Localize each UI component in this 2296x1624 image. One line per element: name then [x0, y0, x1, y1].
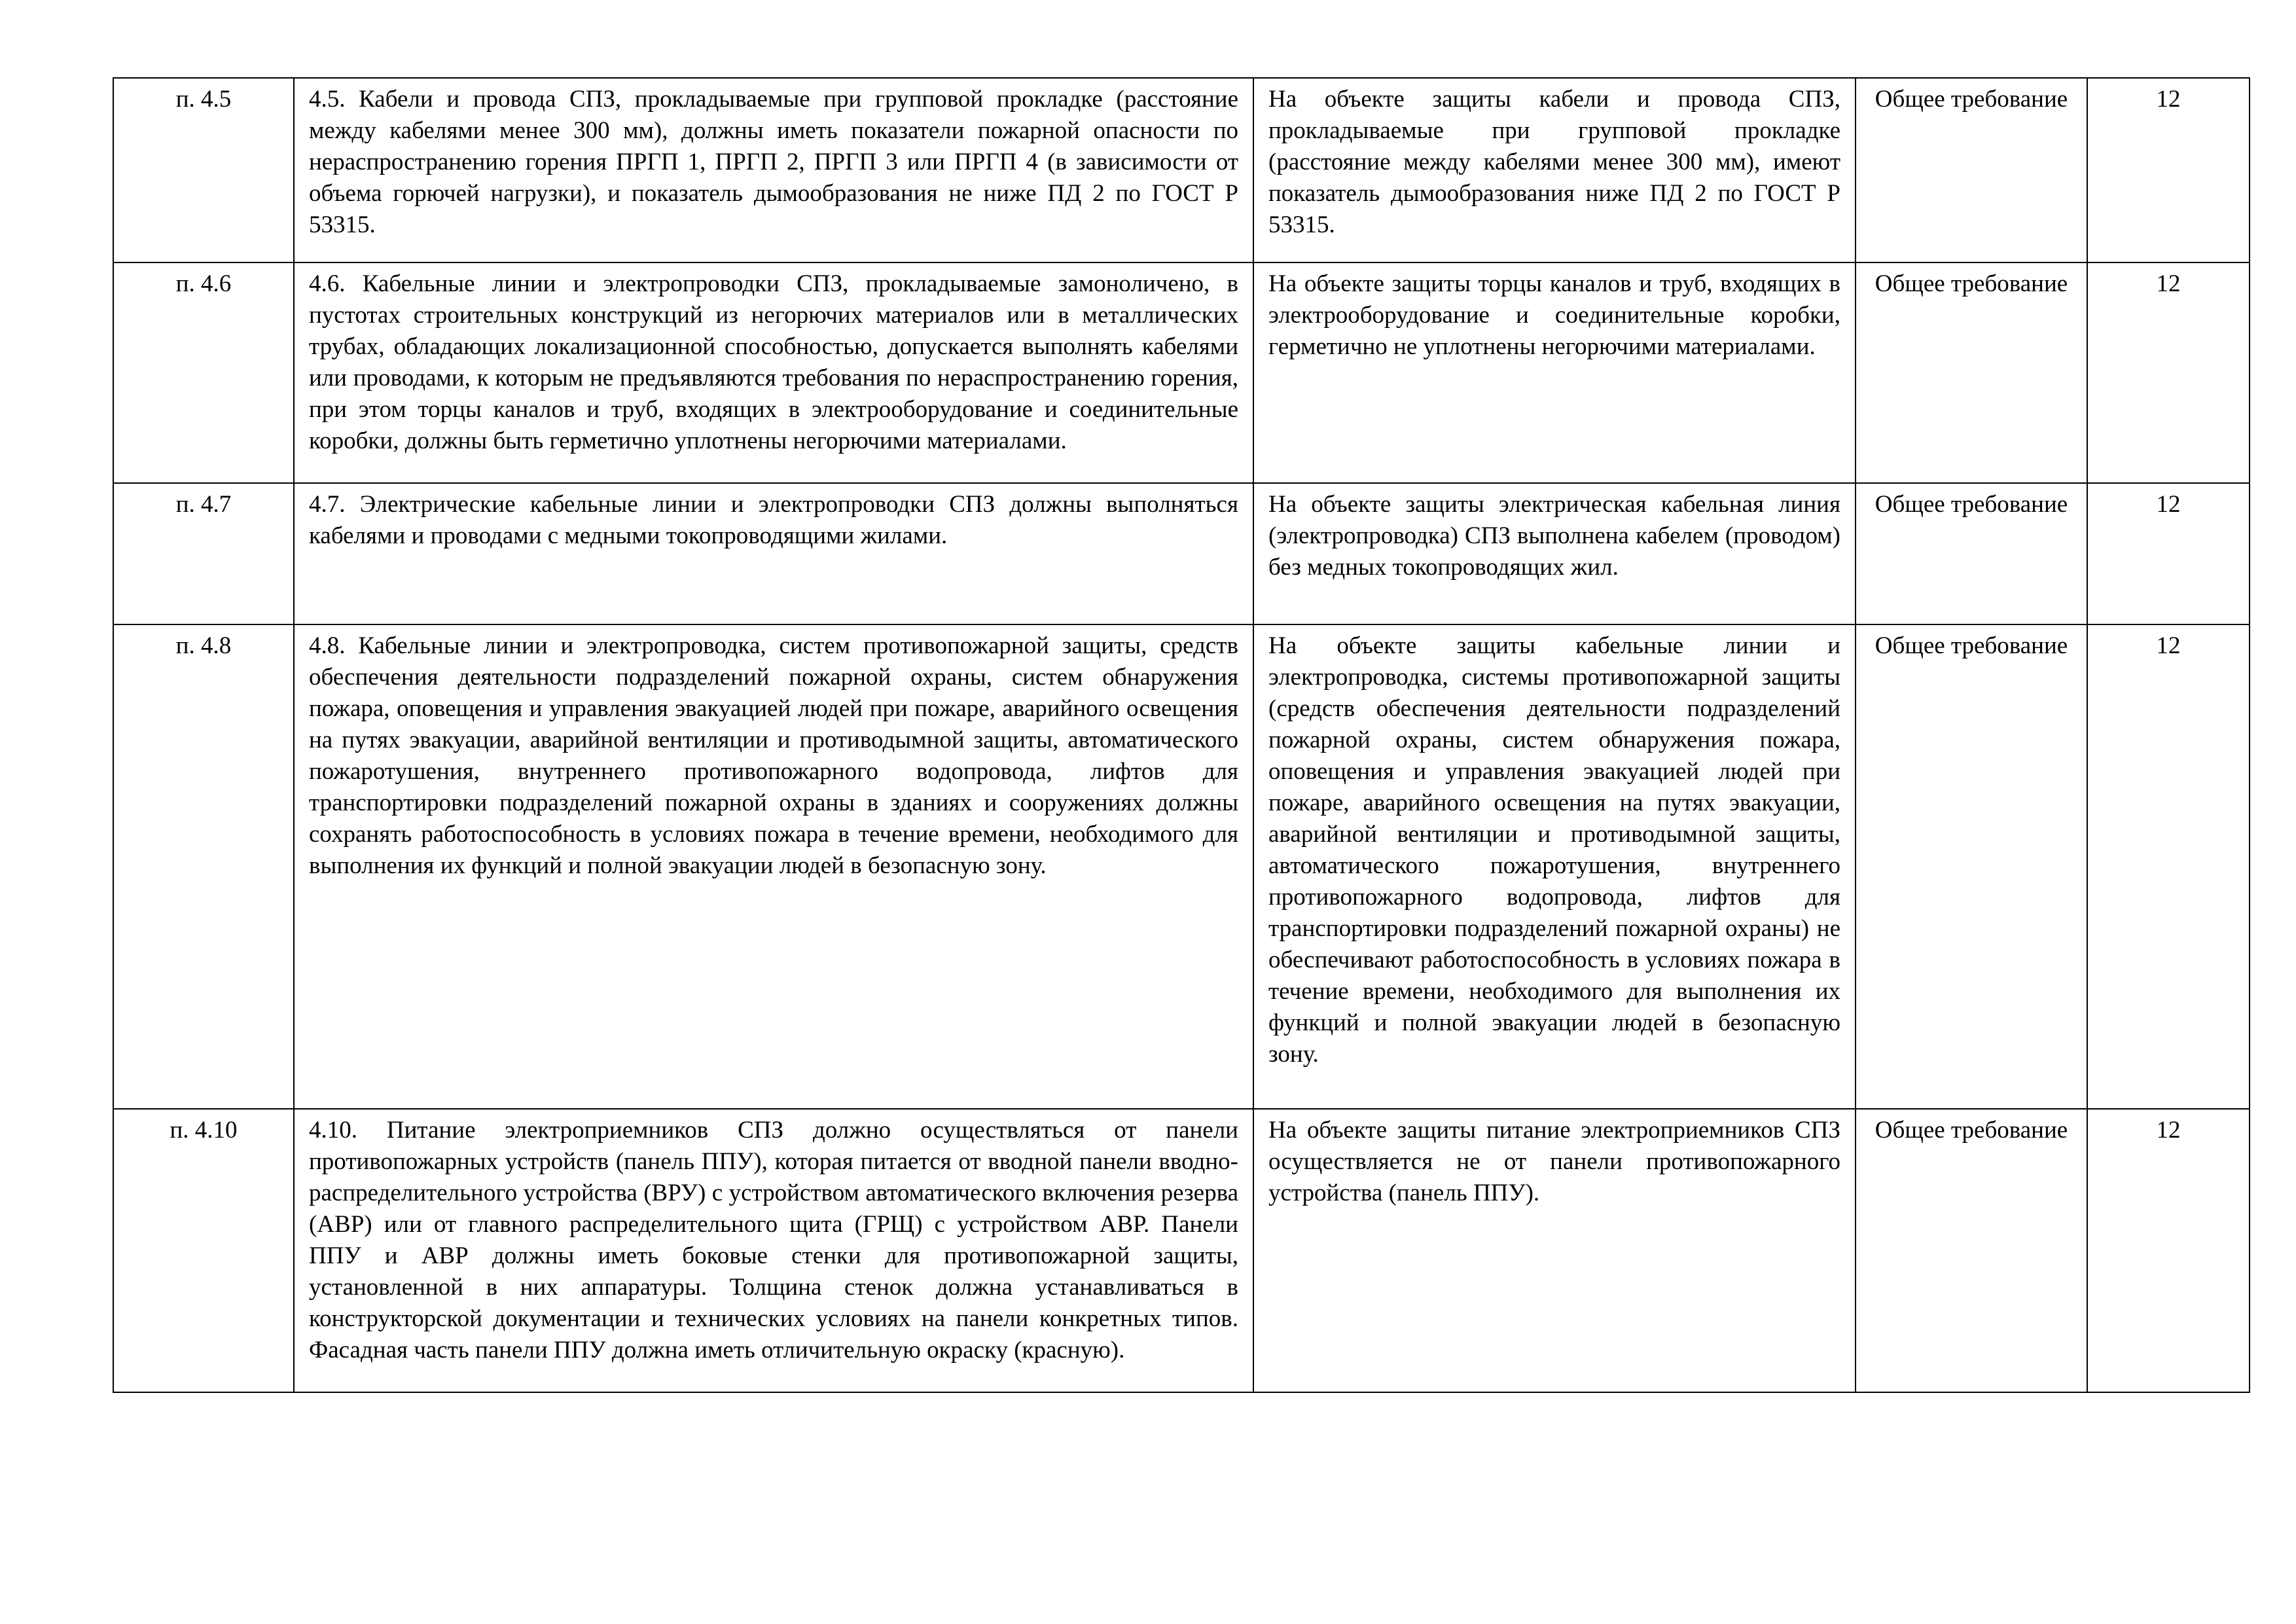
- requirement-text-cell: 4.8. Кабельные линии и электропроводка, систем противопожарной защиты, средств обеспечения деятельности подразделений пожарной охраны, систем обнаружения пожара, оповещения и управления эвакуацией людей при пожаре, аварийного освещения на путях эвакуации, аварийной вентиляции и противодымной защиты, автоматического пожаротушения, внутреннего противопожарного водопровода, лифтов для транспортировки подразделений пожарной охраны в зданиях и сооружениях должны сохранять работоспособность в условиях пожара в течение времени, необходимого для выполнения их функций и полной эвакуации людей в безопасную зону.: [294, 624, 1253, 1109]
- requirements-table: [113, 77, 2250, 1393]
- requirement-type-cell: Общее требование: [1856, 624, 2087, 1109]
- violation-text-cell: На объекте защиты питание электроприемников СПЗ осуществляется не от панели противопожарного устройства (панель ППУ).: [1253, 1109, 1856, 1392]
- violation-text-cell: На объекте защиты кабели и провода СПЗ, прокладываемые при групповой прокладке (расстояние между кабелями менее 300 мм), имеют показатель дымообразования ниже ПД 2 по ГОСТ Р 53315.: [1253, 78, 1856, 262]
- clause-ref-cell: п. 4.8: [113, 624, 294, 1109]
- violation-text-cell: На объекте защиты кабельные линии и электропроводка, системы противопожарной защиты (средств обеспечения деятельности подразделений пожарной охраны, систем обнаружения пожара, оповещения и управления эвакуацией людей при пожаре, аварийного освещения на путях эвакуации, аварийной вентиляции и противодымной защиты, автоматического пожаротушения, внутреннего противопожарного водопровода, лифтов для транспортировки подразделений пожарной охраны) не обеспечивают работоспособность в условиях пожара в течение времени, необходимого для выполнения их функций и полной эвакуации людей в безопасную зону.: [1253, 624, 1856, 1109]
- requirement-text-cell: 4.5. Кабели и провода СПЗ, прокладываемые при групповой прокладке (расстояние между кабелями менее 300 мм), должны иметь показатели пожарной опасности по нераспространению горения ПРГП 1, ПРГП 2, ПРГП 3 или ПРГП 4 (в зависимости от объема горючей нагрузки), и показатель дымообразования не ниже ПД 2 по ГОСТ Р 53315.: [294, 78, 1253, 262]
- clause-ref-cell: п. 4.10: [113, 1109, 294, 1392]
- requirement-type-cell: Общее требование: [1856, 1109, 2087, 1392]
- table-row: [113, 624, 2250, 1109]
- requirement-text-cell: 4.10. Питание электроприемников СПЗ должно осуществляться от панели противопожарных устройств (панель ППУ), которая питается от вводной панели вводно-распределительного устройства (ВРУ) с устройством автоматического включения резерва (АВР) или от главного распределительного щита (ГРЩ) с устройством АВР. Панели ППУ и АВР должны иметь боковые стенки для противопожарной защиты, установленной в них аппаратуры. Толщина стенок должна устанавливаться в конструкторской документации и технических условиях на панели конкретных типов. Фасадная часть панели ППУ должна иметь отличительную окраску (красную).: [294, 1109, 1253, 1392]
- table-row: [113, 1109, 2250, 1392]
- requirement-type-cell: Общее требование: [1856, 262, 2087, 483]
- number-cell: 12: [2087, 78, 2250, 262]
- number-cell: 12: [2087, 483, 2250, 624]
- number-cell: 12: [2087, 262, 2250, 483]
- table-row: [113, 483, 2250, 624]
- requirement-text-cell: 4.7. Электрические кабельные линии и электропроводки СПЗ должны выполняться кабелями и проводами с медными токопроводящими жилами.: [294, 483, 1253, 624]
- clause-ref-cell: п. 4.7: [113, 483, 294, 624]
- violation-text-cell: На объекте защиты электрическая кабельная линия (электропроводка) СПЗ выполнена кабелем (проводом) без медных токопроводящих жил.: [1253, 483, 1856, 624]
- number-cell: 12: [2087, 1109, 2250, 1392]
- requirement-type-cell: Общее требование: [1856, 78, 2087, 262]
- table-row: [113, 262, 2250, 483]
- number-cell: 12: [2087, 624, 2250, 1109]
- table-row: [113, 78, 2250, 262]
- requirement-text-cell: 4.6. Кабельные линии и электропроводки СПЗ, прокладываемые замоноличено, в пустотах строительных конструкций из негорючих материалов или в металлических трубах, обладающих локализационной способностью, допускается выполнять кабелями или проводами, к которым не предъявляются требования по нераспространению горения, при этом торцы каналов и труб, входящих в электрооборудование и соединительные коробки, должны быть герметично уплотнены негорючими материалами.: [294, 262, 1253, 483]
- violation-text-cell: На объекте защиты торцы каналов и труб, входящих в электрооборудование и соединительные коробки, герметично не уплотнены негорючими материалами.: [1253, 262, 1856, 483]
- clause-ref-cell: п. 4.5: [113, 78, 294, 262]
- requirement-type-cell: Общее требование: [1856, 483, 2087, 624]
- clause-ref-cell: п. 4.6: [113, 262, 294, 483]
